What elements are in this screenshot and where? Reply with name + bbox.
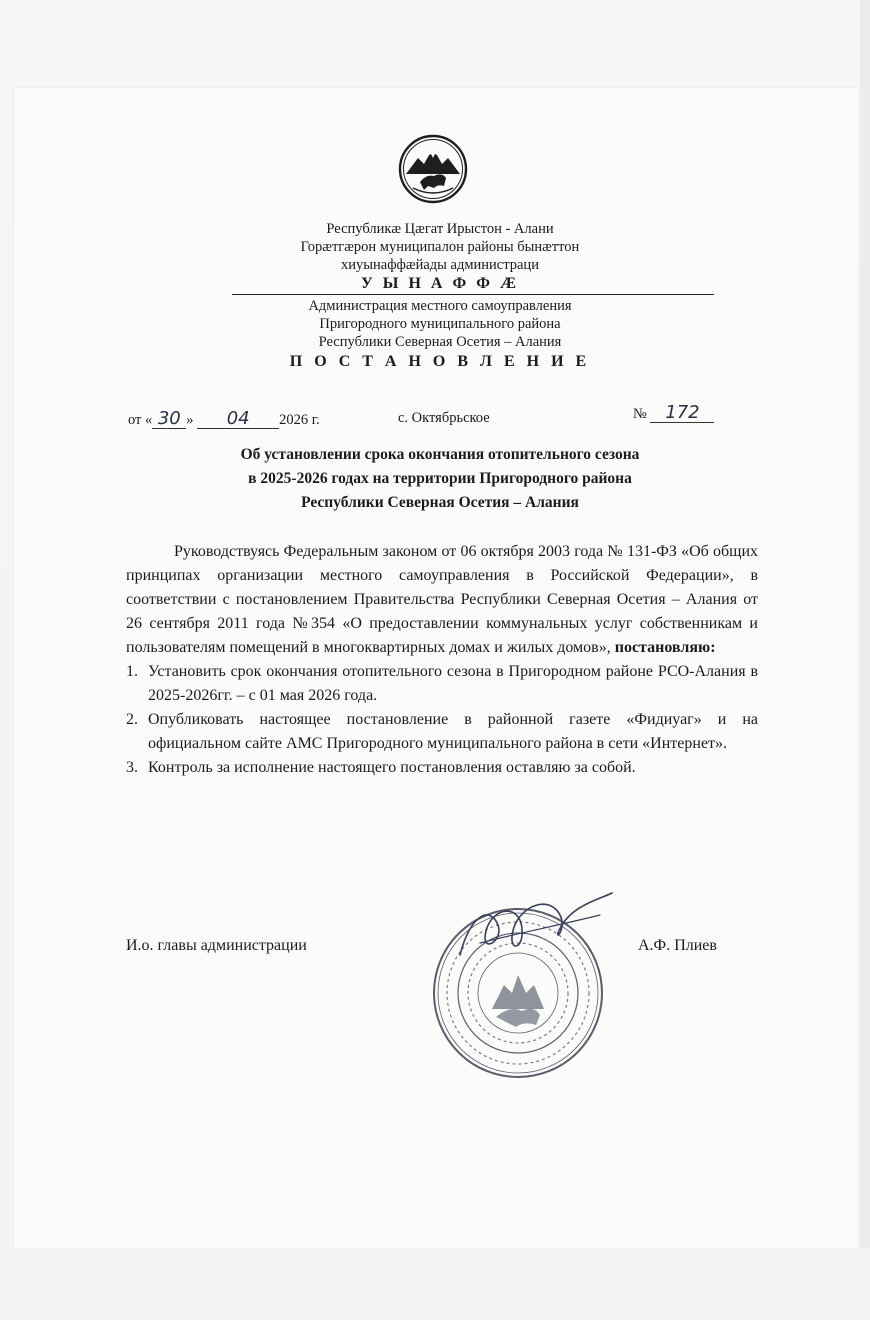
ossetian-header	[160, 220, 720, 293]
document-number	[633, 404, 714, 423]
document-body	[126, 540, 758, 780]
document-date	[128, 410, 320, 429]
number-value: 172	[650, 404, 714, 423]
document-place: с. Октябрьское	[398, 410, 490, 426]
date-prefix: от «	[128, 412, 153, 428]
ossetian-title: У Ы Н А Ф Ф Æ	[361, 275, 519, 292]
item-text: Установить срок окончания отопительного сезона в Пригородном районе РСО-Алания в 2025-2026гг. – с 01 мая 2026 года.	[148, 663, 758, 704]
item-number: 1.	[126, 663, 138, 680]
signature-block	[126, 937, 746, 961]
header-line-4: Администрация местного самоуправления	[308, 298, 572, 314]
signatory-position: И.о. главы администрации	[126, 937, 307, 954]
item-number: 3.	[126, 759, 138, 776]
date-year: 2026 г.	[279, 412, 320, 428]
preamble-paragraph	[126, 540, 758, 660]
coat-of-arms-icon	[398, 134, 468, 204]
list-item	[126, 660, 758, 708]
document-meta	[128, 404, 728, 428]
item-text: Опубликовать настоящее постановление в районной газете «Фидиуаг» и на официальном сайте АМС Пригородного муниципального района в сети «Интернет».	[148, 711, 758, 752]
date-day: 30	[152, 410, 186, 429]
header-line-5: Пригородного муниципального района	[319, 316, 561, 332]
date-mid: »	[186, 412, 194, 428]
list-item	[126, 708, 758, 756]
title-line-3: Республики Северная Осетия – Алания	[301, 494, 579, 511]
scan-edge	[860, 0, 870, 1320]
scan-bottom-margin	[0, 1248, 870, 1320]
list-item	[126, 756, 758, 780]
number-prefix: №	[633, 406, 647, 422]
item-number: 2.	[126, 711, 138, 728]
header-divider	[232, 294, 714, 295]
header-line-3: хиуынаффæйады администраци	[341, 257, 539, 273]
resolve-word: постановляю:	[614, 639, 716, 656]
document-title	[140, 443, 740, 515]
header-line-2: Горæтгæрон муниципалон районы бынæттон	[300, 239, 580, 255]
signatory-name: А.Ф. Плиев	[638, 937, 717, 954]
title-line-1: Об установлении срока окончания отопительного сезона	[240, 446, 640, 463]
item-text: Контроль за исполнение настоящего постановления оставляю за собой.	[148, 759, 636, 776]
header-line-1: Республикæ Цæгат Ирыстон - Алани	[326, 221, 554, 237]
header-line-6: Республики Северная Осетия – Алания	[318, 334, 562, 350]
title-line-2: в 2025-2026 годах на территории Пригородного района	[248, 470, 632, 487]
document-type-title: П О С Т А Н О В Л Е Н И Е	[289, 353, 591, 370]
date-month: 04	[197, 410, 279, 429]
resolution-list	[126, 660, 758, 780]
signature-scribble	[450, 885, 620, 975]
preamble-text: Руководствуясь Федеральным законом от 06 октября 2003 года № 131-ФЗ «Об общих принципах организации местного самоуправления в Российской Федерации», в соответствии с постановлением Правительства Республики Северная Осетия – Алания от 26 сентября 2011 года №354 «О предоставлении коммунальных услуг собственникам и пользователям помещений в многоквартирных домах и жилых домов»,	[126, 543, 758, 656]
russian-header	[160, 297, 720, 371]
